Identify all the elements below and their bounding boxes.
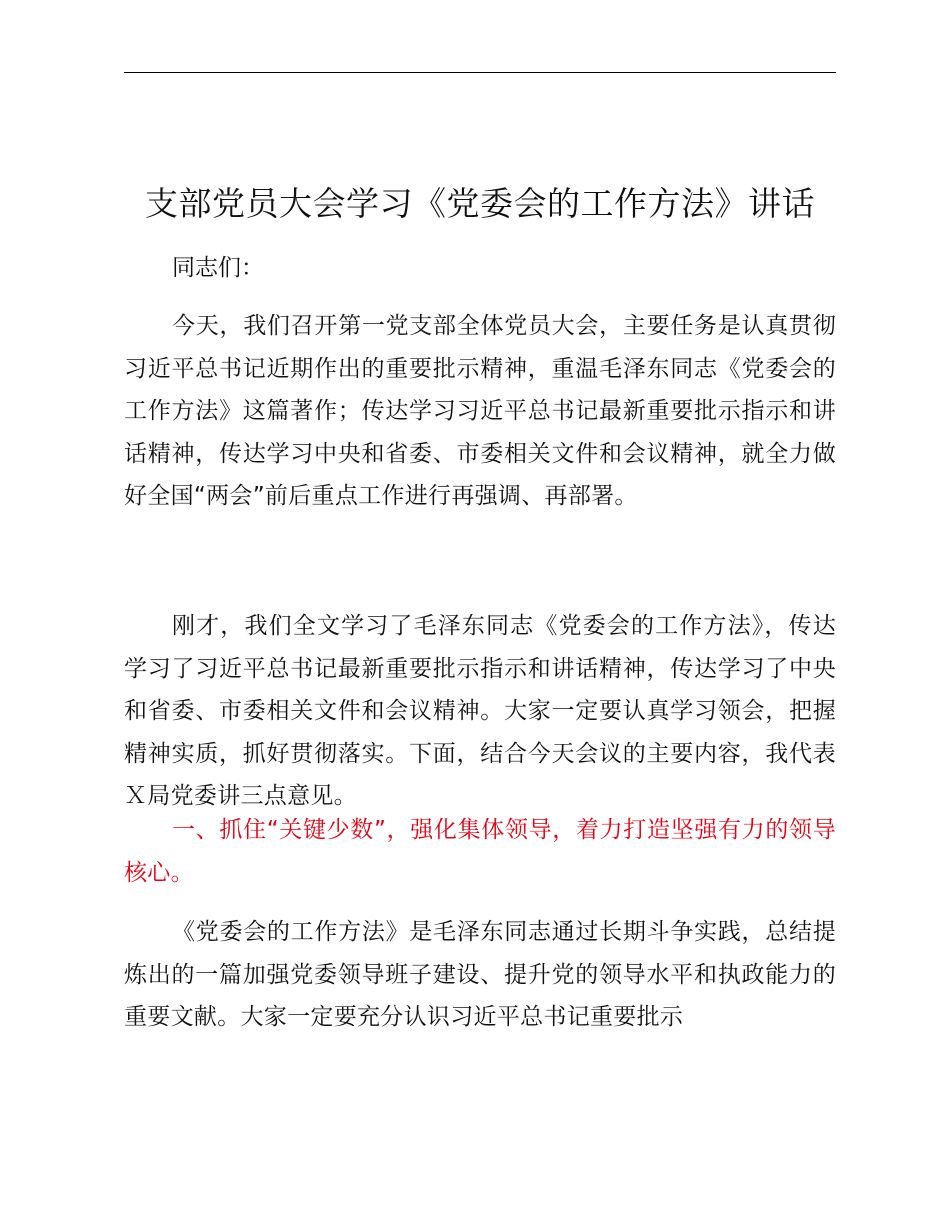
paragraph-body: 《党委会的工作方法》是毛泽东同志通过长期斗争实践，总结提炼出的一篇加强党委领导班子建设、提升党的领导水平和执政能力的重要文献。大家一定要充分认识习近平总书记重要批示 (124, 919, 836, 1030)
paragraph-summary: 刚才，我们全文学习了毛泽东同志《党委会的工作方法》，传达学习了习近平总书记最新重要批示指示和讲话精神，传达学习了中央和省委、市委相关文件和会议精神。大家一定要认真学习领会，把握精神实质，抓好贯彻落实。下面，结合今天会议的主要内容，我代表Ｘ局党委讲三点意见。 (124, 613, 836, 809)
document-title: 支部党员大会学习《党委会的工作方法》讲话 (145, 184, 815, 223)
header-rule (124, 72, 836, 73)
paragraph-intro: 今天，我们召开第一党支部全体党员大会，主要任务是认真贯彻习近平总书记近期作出的重要批示精神，重温毛泽东同志《党委会的工作方法》这篇著作；传达学习习近平总书记最新重要批示指示和讲话精神，传达学习中央和省委、市委相关文件和会议精神，就全力做好全国“两会”前后重点工作进行再强调、再部署。 (124, 313, 836, 509)
section-heading-one: 一、抓住“关键少数”，强化集体领导，着力打造坚强有力的领导核心。 (124, 817, 836, 886)
greeting: 同志们： (172, 255, 264, 281)
